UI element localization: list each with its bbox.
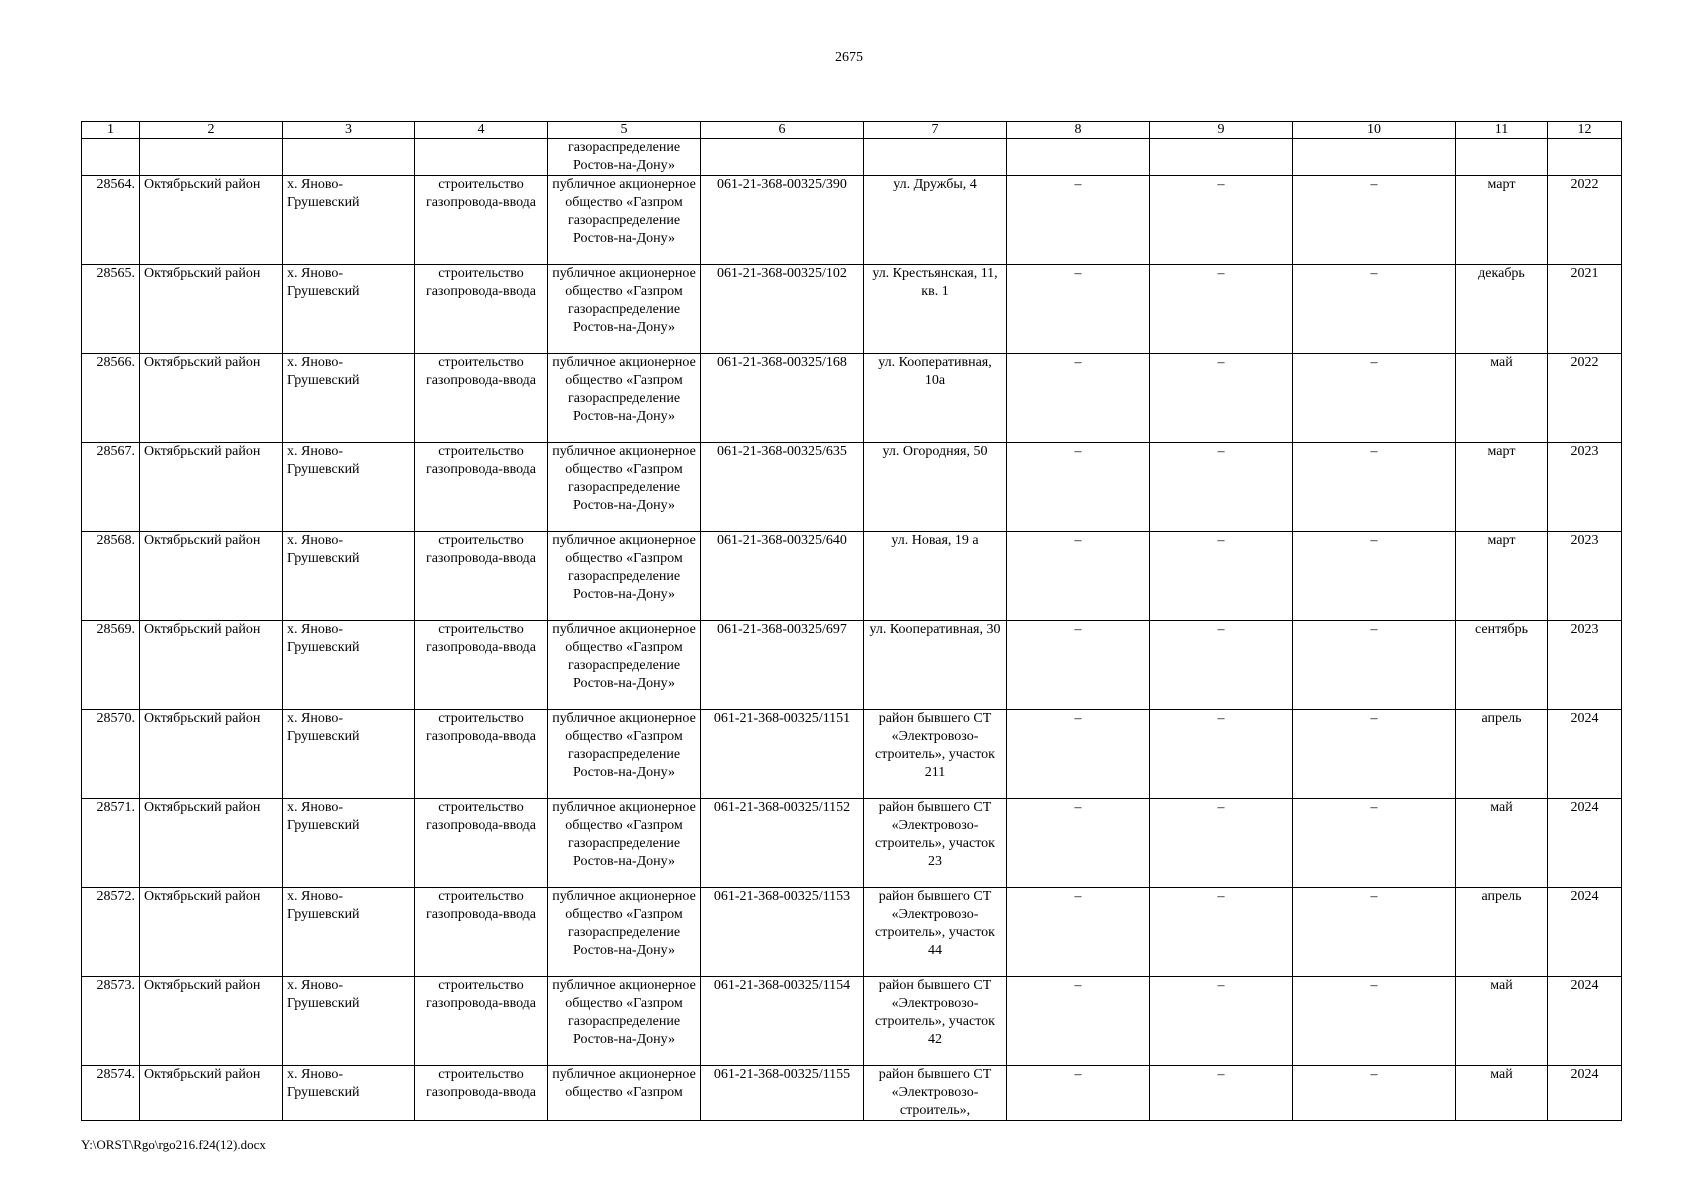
- col8-cell: –: [1007, 621, 1150, 710]
- month-cell: май: [1456, 1066, 1548, 1121]
- year-cell: 2024: [1548, 799, 1622, 888]
- year-cell: 2022: [1548, 354, 1622, 443]
- settlement-cell: х. Яново-Грушевский: [283, 265, 415, 354]
- col10-cell: –: [1293, 354, 1456, 443]
- month-cell: сентябрь: [1456, 621, 1548, 710]
- district-cell: Октябрьский район: [140, 443, 283, 532]
- object-code-cell: 061-21-368-00325/1155: [701, 1066, 864, 1121]
- col8-cell: –: [1007, 799, 1150, 888]
- row-number: 28570.: [82, 710, 140, 799]
- settlement-cell: х. Яново-Грушевский: [283, 532, 415, 621]
- column-number-6: 6: [701, 122, 864, 139]
- object-code-cell: 061-21-368-00325/168: [701, 354, 864, 443]
- district-cell: Октябрьский район: [140, 176, 283, 265]
- year-cell: 2024: [1548, 888, 1622, 977]
- table-row: [82, 176, 1622, 265]
- column-number-row: [82, 122, 1622, 139]
- work-type-cell: строительство газопровода-ввода: [415, 532, 548, 621]
- settlement-cell: х. Яново-Грушевский: [283, 799, 415, 888]
- work-type-cell: строительство газопровода-ввода: [415, 888, 548, 977]
- col8-cell: –: [1007, 532, 1150, 621]
- column-number-2: 2: [140, 122, 283, 139]
- address-cell: ул. Кооперативная, 30: [864, 621, 1007, 710]
- district-cell: Октябрьский район: [140, 354, 283, 443]
- col8-cell: –: [1007, 265, 1150, 354]
- col10-cell: –: [1293, 621, 1456, 710]
- table-row: [82, 621, 1622, 710]
- column-number-9: 9: [1150, 122, 1293, 139]
- address-cell: район бывшего СТ «Электровозо-строитель», участок 42: [864, 977, 1007, 1066]
- year-cell: 2024: [1548, 710, 1622, 799]
- district-cell: Октябрьский район: [140, 710, 283, 799]
- object-code-cell: 061-21-368-00325/102: [701, 265, 864, 354]
- work-type-cell: строительство газопровода-ввода: [415, 621, 548, 710]
- table-row: [82, 977, 1622, 1066]
- work-type-cell: строительство газопровода-ввода: [415, 443, 548, 532]
- address-cell: район бывшего СТ «Электровозо-строитель», участок 23: [864, 799, 1007, 888]
- settlement-cell: х. Яново-Грушевский: [283, 621, 415, 710]
- district-cell: Октябрьский район: [140, 532, 283, 621]
- row-number: 28571.: [82, 799, 140, 888]
- year-cell: 2024: [1548, 977, 1622, 1066]
- col8-cell: –: [1007, 977, 1150, 1066]
- row-number: 28573.: [82, 977, 140, 1066]
- owner-cell: публичное акционерное общество «Газпром газораспределение Ростов-на-Дону»: [548, 176, 701, 265]
- col10-cell: –: [1293, 799, 1456, 888]
- col9-cell: –: [1150, 443, 1293, 532]
- work-type-cell: строительство газопровода-ввода: [415, 176, 548, 265]
- address-cell: район бывшего СТ «Электровозо-строитель», участок 44: [864, 888, 1007, 977]
- col9-cell: –: [1150, 710, 1293, 799]
- col9-cell: –: [1150, 532, 1293, 621]
- district-cell: Октябрьский район: [140, 265, 283, 354]
- district-cell: Октябрьский район: [140, 621, 283, 710]
- year-cell: 2022: [1548, 176, 1622, 265]
- month-cell: март: [1456, 532, 1548, 621]
- table-row: [82, 354, 1622, 443]
- month-cell: декабрь: [1456, 265, 1548, 354]
- work-type-cell: строительство газопровода-ввода: [415, 799, 548, 888]
- month-cell: март: [1456, 176, 1548, 265]
- col8-cell: –: [1007, 1066, 1150, 1121]
- owner-cell: публичное акционерное общество «Газпром газораспределение Ростов-на-Дону»: [548, 710, 701, 799]
- row-number: 28565.: [82, 265, 140, 354]
- address-cell: ул. Огородняя, 50: [864, 443, 1007, 532]
- row-number: 28567.: [82, 443, 140, 532]
- col8-cell: –: [1007, 710, 1150, 799]
- table-row: [82, 888, 1622, 977]
- year-cell: 2023: [1548, 443, 1622, 532]
- col9-cell: –: [1150, 354, 1293, 443]
- owner-cell: публичное акционерное общество «Газпром газораспределение Ростов-на-Дону»: [548, 977, 701, 1066]
- column-number-11: 11: [1456, 122, 1548, 139]
- owner-cell: публичное акционерное общество «Газпром: [548, 1066, 701, 1121]
- col9-cell: –: [1150, 176, 1293, 265]
- owner-cell: публичное акционерное общество «Газпром газораспределение Ростов-на-Дону»: [548, 799, 701, 888]
- owner-cell: публичное акционерное общество «Газпром газораспределение Ростов-на-Дону»: [548, 265, 701, 354]
- row-number: 28568.: [82, 532, 140, 621]
- district-cell: Октябрьский район: [140, 1066, 283, 1121]
- col10-cell: –: [1293, 443, 1456, 532]
- owner-cell: публичное акционерное общество «Газпром газораспределение Ростов-на-Дону»: [548, 888, 701, 977]
- work-type-cell: строительство газопровода-ввода: [415, 710, 548, 799]
- col9-cell: –: [1150, 799, 1293, 888]
- settlement-cell: х. Яново-Грушевский: [283, 710, 415, 799]
- object-code-cell: 061-21-368-00325/1154: [701, 977, 864, 1066]
- col9-cell: –: [1150, 1066, 1293, 1121]
- row-number: 28564.: [82, 176, 140, 265]
- table-row: [82, 443, 1622, 532]
- col8-cell: –: [1007, 176, 1150, 265]
- col9-cell: –: [1150, 265, 1293, 354]
- table-row: [82, 1066, 1622, 1121]
- col10-cell: –: [1293, 176, 1456, 265]
- table-row: [82, 532, 1622, 621]
- column-number-4: 4: [415, 122, 548, 139]
- work-type-cell: строительство газопровода-ввода: [415, 1066, 548, 1121]
- object-code-cell: 061-21-368-00325/1152: [701, 799, 864, 888]
- month-cell: май: [1456, 977, 1548, 1066]
- object-code-cell: 061-21-368-00325/635: [701, 443, 864, 532]
- object-code-cell: 061-21-368-00325/390: [701, 176, 864, 265]
- month-cell: март: [1456, 443, 1548, 532]
- work-type-cell: строительство газопровода-ввода: [415, 265, 548, 354]
- col9-cell: –: [1150, 977, 1293, 1066]
- row-number: 28566.: [82, 354, 140, 443]
- col8-cell: –: [1007, 354, 1150, 443]
- row-number: 28572.: [82, 888, 140, 977]
- year-cell: 2023: [1548, 532, 1622, 621]
- col8-cell: –: [1007, 443, 1150, 532]
- work-type-cell: строительство газопровода-ввода: [415, 354, 548, 443]
- col9-cell: –: [1150, 888, 1293, 977]
- column-number-7: 7: [864, 122, 1007, 139]
- object-code-cell: 061-21-368-00325/697: [701, 621, 864, 710]
- row-number: 28569.: [82, 621, 140, 710]
- address-cell: ул. Крестьянская, 11, кв. 1: [864, 265, 1007, 354]
- address-cell: ул. Новая, 19 а: [864, 532, 1007, 621]
- district-cell: Октябрьский район: [140, 799, 283, 888]
- settlement-cell: х. Яново-Грушевский: [283, 977, 415, 1066]
- column-number-8: 8: [1007, 122, 1150, 139]
- column-number-5: 5: [548, 122, 701, 139]
- work-type-cell: строительство газопровода-ввода: [415, 977, 548, 1066]
- owner-cell: публичное акционерное общество «Газпром газораспределение Ростов-на-Дону»: [548, 621, 701, 710]
- object-code-cell: 061-21-368-00325/1153: [701, 888, 864, 977]
- continuation-owner: газораспределение Ростов-на-Дону»: [548, 139, 701, 176]
- data-table: [81, 121, 1622, 1121]
- table-row: [82, 710, 1622, 799]
- col9-cell: –: [1150, 621, 1293, 710]
- page-number: 2675: [835, 50, 863, 65]
- settlement-cell: х. Яново-Грушевский: [283, 888, 415, 977]
- col10-cell: –: [1293, 1066, 1456, 1121]
- address-cell: ул. Кооперативная, 10а: [864, 354, 1007, 443]
- year-cell: 2023: [1548, 621, 1622, 710]
- address-cell: район бывшего СТ «Электровозо-строитель»,: [864, 1066, 1007, 1121]
- object-code-cell: 061-21-368-00325/640: [701, 532, 864, 621]
- settlement-cell: х. Яново-Грушевский: [283, 443, 415, 532]
- owner-cell: публичное акционерное общество «Газпром газораспределение Ростов-на-Дону»: [548, 354, 701, 443]
- month-cell: апрель: [1456, 888, 1548, 977]
- column-number-1: 1: [82, 122, 140, 139]
- district-cell: Октябрьский район: [140, 977, 283, 1066]
- object-code-cell: 061-21-368-00325/1151: [701, 710, 864, 799]
- month-cell: май: [1456, 799, 1548, 888]
- year-cell: 2021: [1548, 265, 1622, 354]
- file-path-footer: Y:\ORST\Rgo\rgo216.f24(12).docx: [81, 1137, 266, 1152]
- continuation-row: [82, 139, 1622, 176]
- column-number-3: 3: [283, 122, 415, 139]
- col10-cell: –: [1293, 710, 1456, 799]
- settlement-cell: х. Яново-Грушевский: [283, 176, 415, 265]
- month-cell: май: [1456, 354, 1548, 443]
- col8-cell: –: [1007, 888, 1150, 977]
- settlement-cell: х. Яново-Грушевский: [283, 1066, 415, 1121]
- col10-cell: –: [1293, 532, 1456, 621]
- month-cell: апрель: [1456, 710, 1548, 799]
- col10-cell: –: [1293, 888, 1456, 977]
- year-cell: 2024: [1548, 1066, 1622, 1121]
- row-number: 28574.: [82, 1066, 140, 1121]
- col10-cell: –: [1293, 265, 1456, 354]
- col10-cell: –: [1293, 977, 1456, 1066]
- table-row: [82, 265, 1622, 354]
- owner-cell: публичное акционерное общество «Газпром газораспределение Ростов-на-Дону»: [548, 532, 701, 621]
- address-cell: район бывшего СТ «Электровозо-строитель», участок 211: [864, 710, 1007, 799]
- table-row: [82, 799, 1622, 888]
- column-number-12: 12: [1548, 122, 1622, 139]
- column-number-10: 10: [1293, 122, 1456, 139]
- address-cell: ул. Дружбы, 4: [864, 176, 1007, 265]
- settlement-cell: х. Яново-Грушевский: [283, 354, 415, 443]
- owner-cell: публичное акционерное общество «Газпром газораспределение Ростов-на-Дону»: [548, 443, 701, 532]
- district-cell: Октябрьский район: [140, 888, 283, 977]
